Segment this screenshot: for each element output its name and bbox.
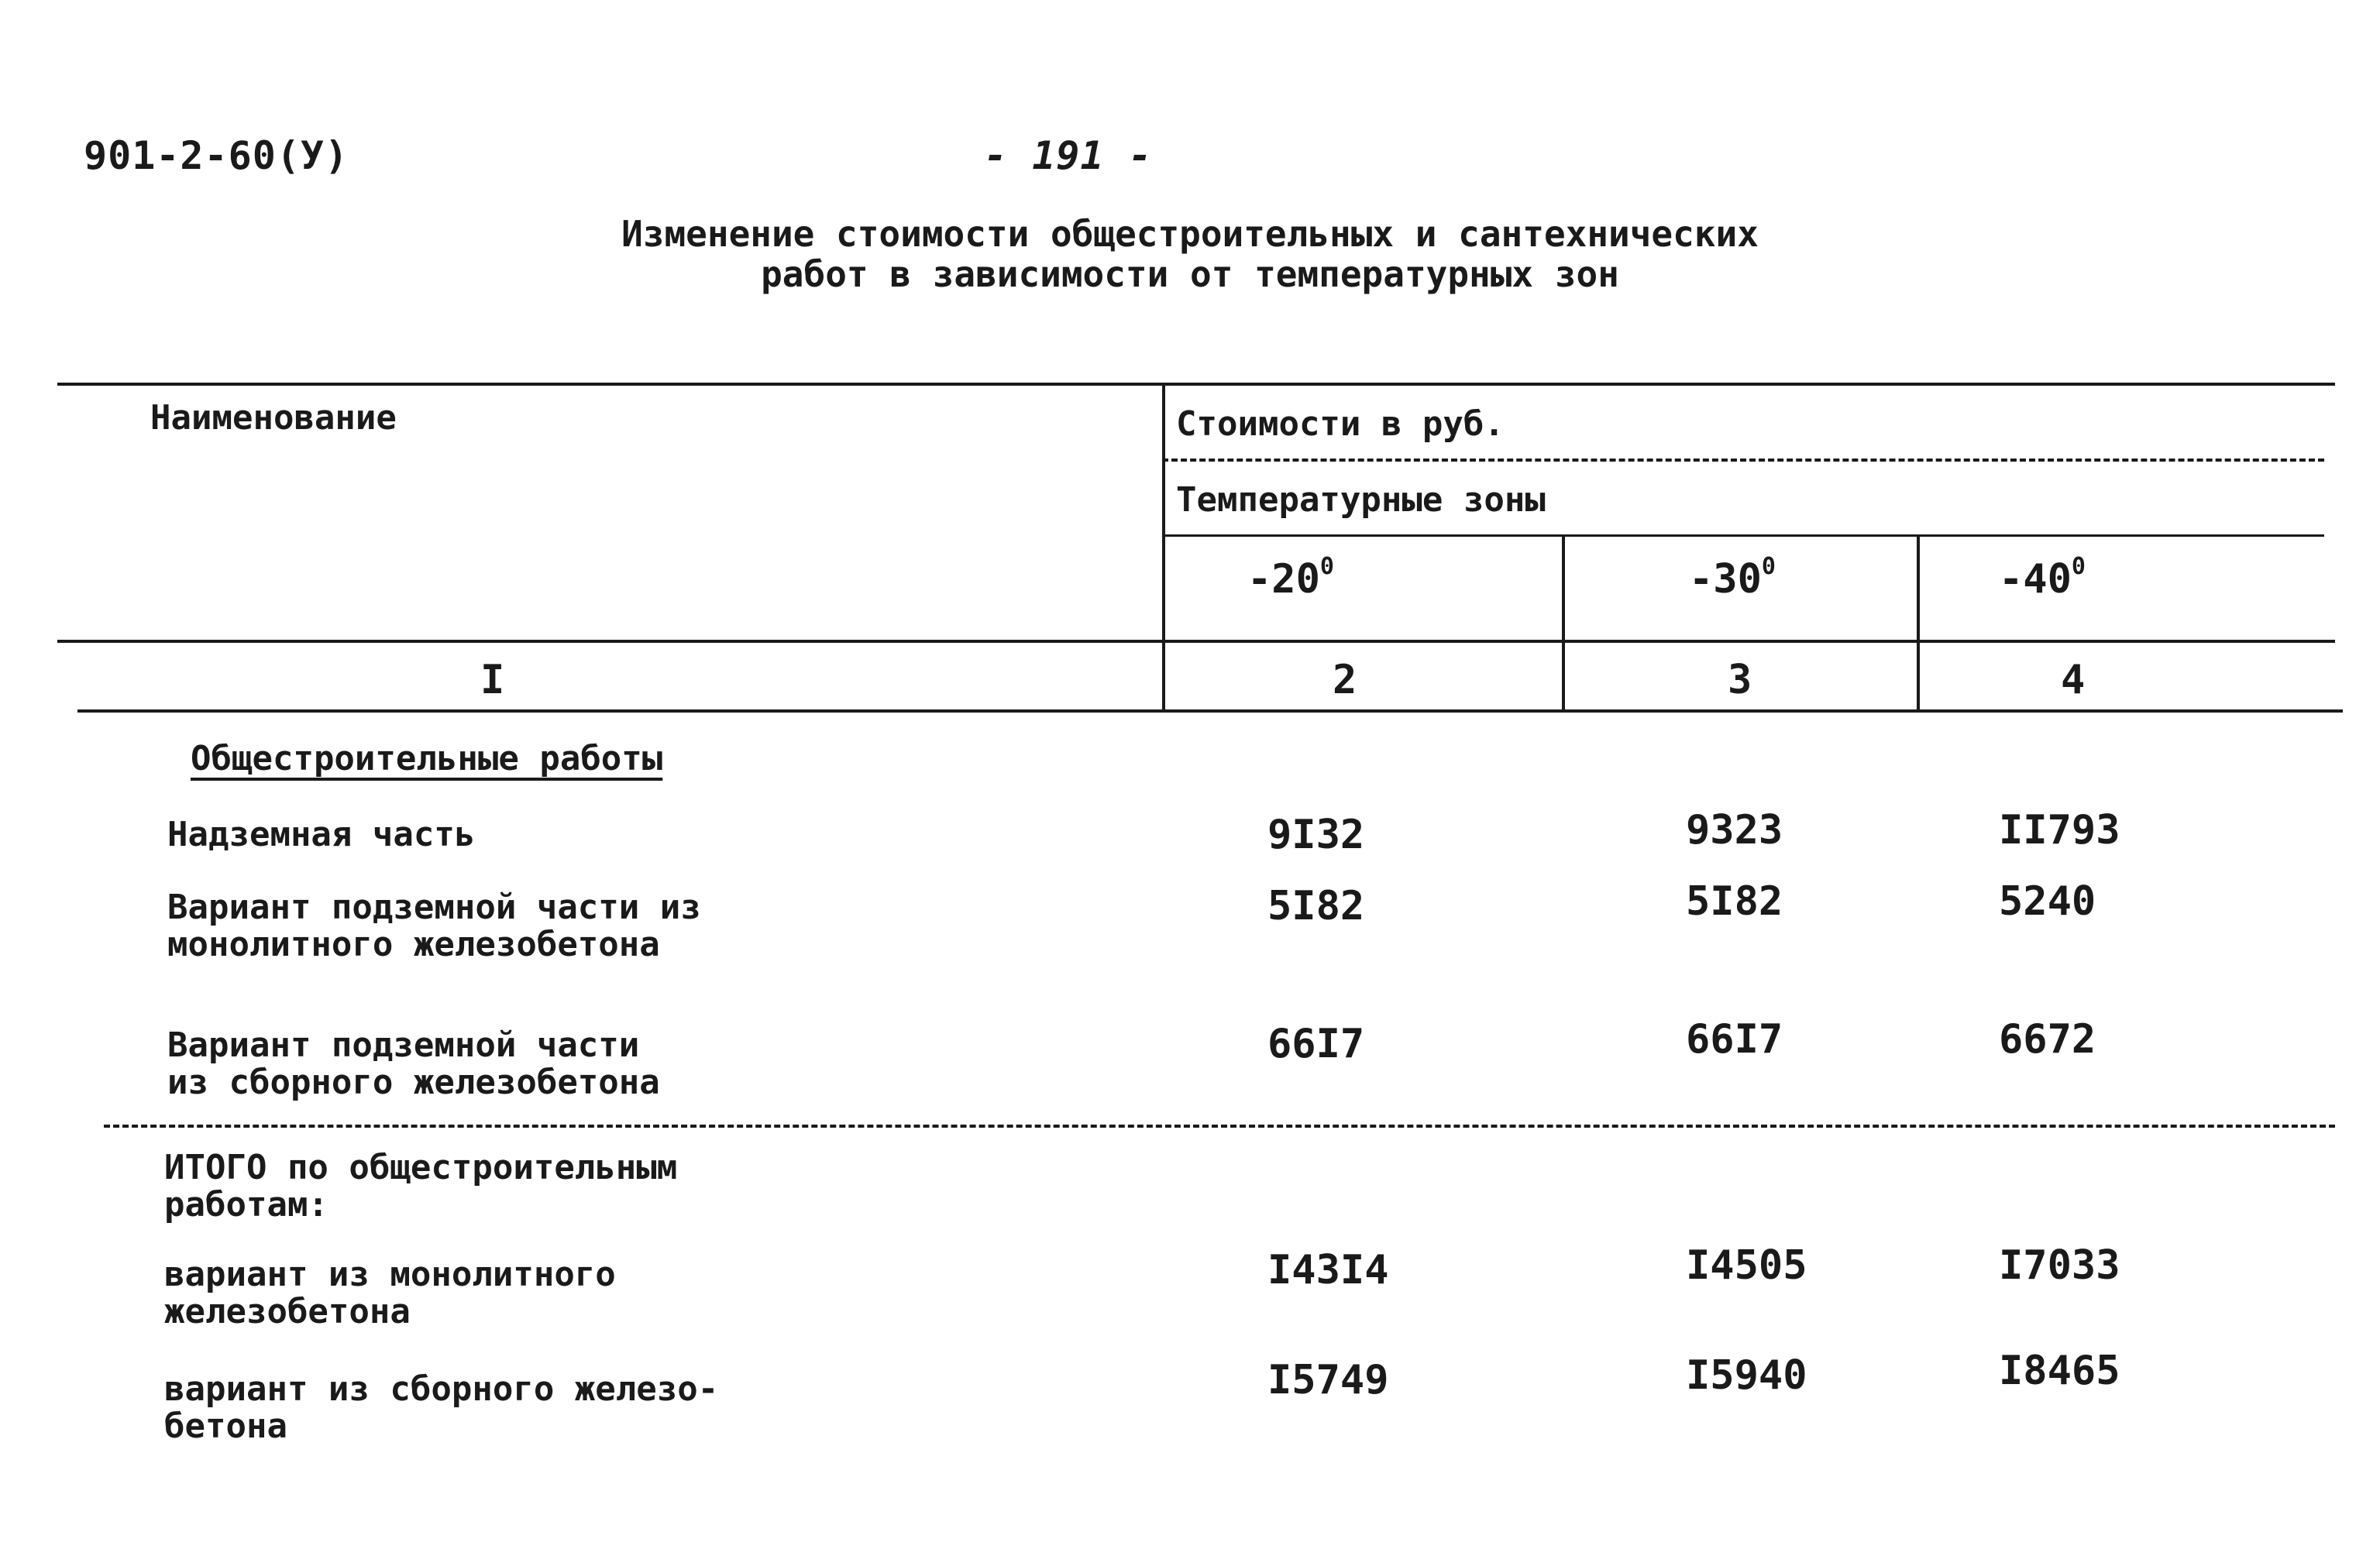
- zone-value: -40: [1999, 556, 2072, 603]
- row-value-zone-3: 5240: [1999, 878, 2096, 925]
- row-value-zone-2: 5I82: [1686, 878, 1783, 925]
- total-value-zone-3: I7033: [1999, 1242, 2120, 1289]
- cost-header: Стоимости в руб.: [1176, 404, 1505, 444]
- header-bottom-rule: [57, 640, 2335, 643]
- total-value-zone-3: I8465: [1999, 1348, 2120, 1394]
- total-value-zone-2: I5940: [1686, 1352, 1807, 1399]
- zone-header-1: [1247, 553, 1334, 603]
- total-value-zone-1: I5749: [1267, 1357, 1389, 1403]
- name-column-header: Наименование: [150, 398, 397, 438]
- row-value-zone-1: 9I32: [1267, 812, 1365, 858]
- table-title-line-1: Изменение стоимости общестроительных и сантехнических: [621, 213, 1759, 255]
- zone-value: -30: [1689, 556, 1762, 603]
- zones-header-rule: [1162, 534, 2324, 537]
- zone-value: -20: [1247, 556, 1320, 603]
- column-number-1: I: [480, 657, 505, 703]
- column-number-4: 4: [2061, 657, 2086, 703]
- total-name-line-2: железобетона: [164, 1292, 411, 1331]
- column-number-3: 3: [1728, 657, 1752, 703]
- page-number: - 191 -: [984, 133, 1153, 178]
- totals-separator-rule: [104, 1125, 2335, 1128]
- total-value-zone-1: I43I4: [1267, 1247, 1389, 1293]
- row-value-zone-3: 6672: [1999, 1016, 2096, 1063]
- total-name-line-1: вариант из монолитного: [164, 1255, 616, 1294]
- degree-sign: 0: [1319, 553, 1334, 580]
- degree-sign: 0: [2071, 553, 2086, 580]
- row-name-line-1: Вариант подземной части: [167, 1025, 640, 1065]
- zones-header: Температурные зоны: [1176, 480, 1546, 520]
- totals-title-line-1: ИТОГО по общестроительным: [164, 1148, 678, 1187]
- row-name-line-2: монолитного железобетона: [167, 925, 660, 964]
- name-column-divider: [1162, 383, 1165, 709]
- cost-header-rule: [1162, 459, 2324, 462]
- column-numbers-rule: [77, 709, 2343, 713]
- row-value-zone-2: 9323: [1686, 807, 1783, 854]
- row-value-zone-3: II793: [1999, 807, 2120, 854]
- zone-column-divider-1: [1562, 534, 1565, 709]
- column-number-2: 2: [1333, 657, 1357, 703]
- zone-header-3: [1999, 553, 2086, 603]
- document-code: 901-2-60(У): [84, 133, 349, 178]
- section-title: Общестроительные работы: [191, 739, 663, 778]
- row-value-zone-2: 66I7: [1686, 1016, 1783, 1063]
- total-name-line-2: бетона: [164, 1407, 287, 1446]
- total-value-zone-2: I4505: [1686, 1242, 1807, 1289]
- zone-column-divider-2: [1917, 534, 1920, 709]
- totals-title-line-2: работам:: [164, 1185, 328, 1225]
- degree-sign: 0: [1761, 553, 1776, 580]
- total-name-line-1: вариант из сборного железо-: [164, 1369, 719, 1409]
- row-value-zone-1: 5I82: [1267, 883, 1365, 929]
- table-top-rule: [57, 383, 2335, 386]
- table-title-line-2: работ в зависимости от температурных зон: [761, 253, 1619, 295]
- row-name-line-2: из сборного железобетона: [167, 1063, 660, 1102]
- row-name-line-1: Вариант подземной части из: [167, 888, 701, 927]
- zone-header-2: [1689, 553, 1776, 603]
- row-name: Надземная часть: [167, 815, 476, 854]
- row-value-zone-1: 66I7: [1267, 1021, 1365, 1067]
